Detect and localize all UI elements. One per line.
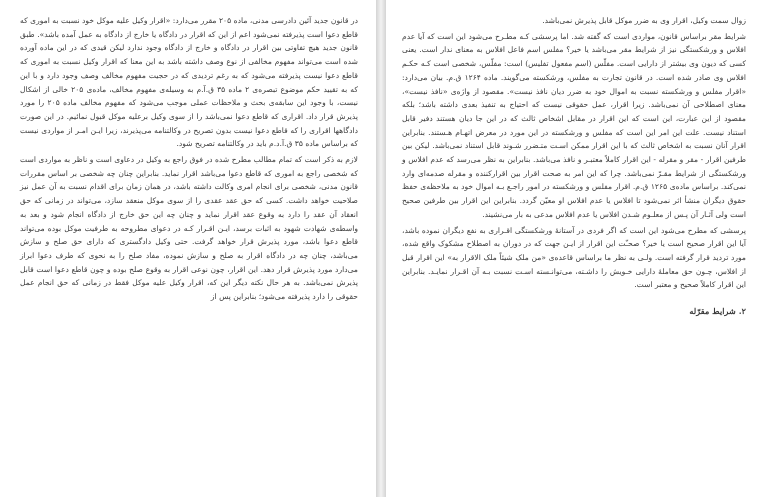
left-paragraph-1: در قانون جدید آئین دادرسی مدنی، ماده ۲۰۵ مقرر می‌دارد: «اقرار وکیل علیه موکل خود نسبت به اموری که قاطع دعوا است پذیرفته نمی‌شود اعم از این که اقرار در دادگاه یا خارج از دادگاه به عمل آمده باشد». طبق قانون جدید هیچ تفاوتی بین اقرار در دادگاه و خارج از دادگاه وجود ندارد لیکن قیدی که در این ماده آورده شده است می‌تواند مفهوم مخالفی از نوع وصف داشته باشد به این معنا که اقرار وکیل نسبت به اموری که قاطع دعوا نیست پذیرفته می‌شود که به رغم تردیدی که در حجیت مفهوم مخالف وصف وجود دارد و با این که به تقیید حکم موضوع تبصره‌ی ۲ ماده ۳۵ ق.آ.م به وسیله‌ی مفهوم مخالف، ماده‌ی ۲۰۵ خالی از اشکال نیست، با وجود این سابقه‌ی بحث و ملاحظات عملی موجب می‌شود که مفهوم مخالف ماده ۲۰۵ را مورد پذیرش قرار داد. اقراری که قاطع دعوا نمی‌باشد را از سوی وکیل برعلیه موکل قبول نمائیم. در این صورت دادگاهها اقراری را که قاطع دعوا نیست بدون تصریح در وکالتنامه می‌پذیرند، زیرا ایـن امـر از مواردی نیست که براساس ماده ۳۵ ق.آ.د.م باید در وکالتنامه تصریح شود.: [20, 16, 358, 149]
right-page: [386, 0, 768, 497]
book-spine: [376, 0, 386, 497]
right-paragraph-3: پرسشی که مطرح می‌شود این است که اگر فردی در آستانهٔ ورشکستگی اقـراری به نفع دیگران نموده باشد، آیا این اقرار صحیح است یا خیر؟ صحـّت این اقرار از ایـن جهت که در دوران به اصطلاح مشکوک واقع شده، مورد تردید قرار گرفته است. ولـی به نظر ما براساس قاعده‌ی «من ملک شیئاً ملک الاقرار به» این اقرار قبل از افلاس، چـون حق معاملهٔ دارایی خـویش را داشـته، می‌توانـسته اسـت نسبت بـه آن اقـرار نمایـد. بنابراین این اقرار کاملاً صحیح و معتبر است.: [402, 225, 746, 290]
left-paragraph-2: لازم به ذکر است که تمام مطالب مطرح شده در فوق راجع به وکیل در دعاوی است و ناظر به مواردی است که شخصی راجع به اموری که قاطع دعوا می‌باشد اقرار نماید. بنابراین چنان چه شخصی بر اساس مقررات قانون مدنی، شخصی برای انجام امری وکالت داشته باشد، در همان زمان برای اقدام نسبت به آن عمل نیز صلاحیت خواهد داشت. کسی که حق عقد عقدی را از سوی موکل منعقد سازد، می‌تواند در زمانی که حق انعقاد آن عقد را دارد به وقوع عقد اقرار نماید و چنان چه این حق خارج از دادگاه انجام شود و بعد به واسطه‌ی شهادت شهود به اثبات برسد، ایـن اقـرار کـه در دعوای مطروحه به طرفیت موکل بوده می‌تواند قاطع دعوا باشد، مورد پذیرش قرار خواهد گرفت. حتی وکیل دادگستری که دارای حق صلح و سازش می‌باشد، چنان چه در دادگاه اقرار به صلح و سازش نموده، مفاد صلح را به نحوی که طرف دعوا ابراز می‌دارد مورد پذیرش قرار دهد. این اقرار، چون نوعی اقرار به وقوع صلح بوده و چون قاطع دعوا است قابل پذیرش نمی‌باشد. به هر حال نکته دیگر این که، اقرار وکیل علیه موکل فقط در زمانی که حق انجام عمل حقوقی را دارد پذیرفته می‌شود؛ بنابراین پس از: [20, 155, 358, 302]
left-page: [0, 0, 376, 497]
right-paragraph-2: شرایط مقر براساس قانون، مواردی است که گفته شد. اما پرسشی کـه مطـرح می‌شود این است که آیا عدم افلاس و ورشکستگی نیز از شرایط مقر می‌باشد یا خیر؟ مفلس اسم فاعل افلاس به معنای ندار است. یعنی کسی که دیون وی بیشتر از دارایی است. مفلّس (اسم مفعول تفلیس) است: مفلّس، شخصی است کـه حکـم افلاس وی صادر شده است. در قانون تجارت به مفلس، ورشکسته می‌گویند. ماده ۱۲۶۴ ق.م. بیان می‌دارد: «اقرار مفلس و ورشکسته نسبت به اموال خود به ضرر دیان نافذ نیست». مقصود از واژه‌ی «نافذ نیست»، معنای اصطلاحی آن نمی‌باشد. زیرا اقرار، عمل حقوقی نیست که احتیاج به تنفیذ بعدی داشته باشد؛ بلکه مقصود از این عبارت، این است که این اقرار در مقابل اشخاص ثالث که در این جا دیان هستند دفیر قابل استناد نیست. علت این امر این است که مفلس و ورشکسته در این مورد در معرض اتهـام هـستند. بنابراین اقرار آنان نسبت به اشخاص ثالث که با این اقرار ممکن اسـت متـضرر شـوند قابل استناد نمی‌باشد. لیکن بین طرفین اقرار - مقر و مقرله - این اقرار کاملاً معتبـر و نافذ می‌باشد. بنابراین به نظر می‌رسد که عدم افلاس و ورشکستگی از شرایط مقـرّ نمی‌باشد. چرا که این امر به صحت اقرار بین اقرارکننده و مقرله صدمه‌ای وارد نمی‌کند. براساس ماده‌ی ۱۲۶۵ ق.م. اقرار مفلس و ورشکسته در امور راجـع بـه اموال خود به ملاحظه‌ی حفظ حقوق دیگران منشأ اثر نمی‌شود تا افلاس یا عدم افلاس او معیّن گردد. بنابراین این اقرار بین طرفین صحیح است ولی آثـار آن پـس از معلـوم شـدن افلاس یا عدم افلاس مدعی به بار می‌نشیند.: [402, 31, 746, 219]
section-heading: ۲. شرایط مقرّله: [689, 306, 746, 317]
right-paragraph-1: زوال سمت وکیل، اقرار وی به ضرر موکل قابل پذیرش نمی‌باشد.: [542, 16, 746, 25]
